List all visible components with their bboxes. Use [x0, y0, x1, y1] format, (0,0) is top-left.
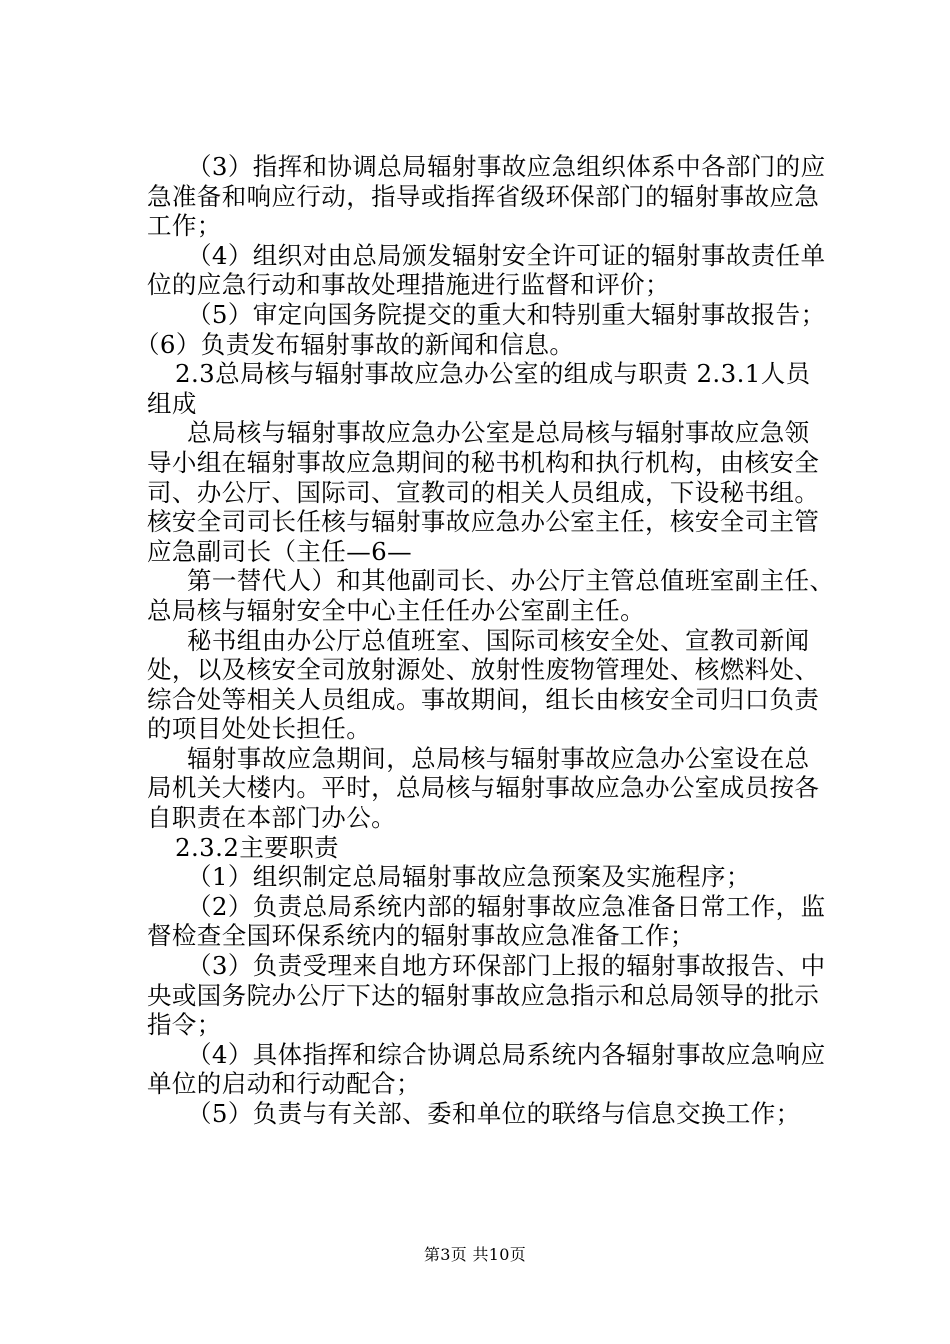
paragraph-line: 应急副司长（主任—6— [147, 536, 412, 566]
paragraph-line: 自职责在本部门办公。 [147, 803, 396, 833]
paragraph-line: 核安全司司长任核与辐射事故应急办公室主任，核安全司主管 [147, 507, 820, 537]
paragraph-line: 指令； [147, 1010, 222, 1040]
paragraph-line: 急准备和响应行动，指导或指挥省级环保部门的辐射事故应急 [147, 181, 820, 211]
paragraph-line: （2）负责总局系统内部的辐射事故应急准备日常工作，监 [187, 891, 826, 921]
paragraph-line: 督检查全国环保系统内的辐射事故应急准备工作； [147, 921, 695, 951]
paragraph-line: 位的应急行动和事故处理措施进行监督和评价； [147, 270, 670, 300]
paragraph-line: 总局核与辐射事故应急办公室是总局核与辐射事故应急领 [187, 418, 810, 448]
paragraph-line: 导小组在辐射事故应急期间的秘书机构和执行机构，由核安全 [147, 447, 820, 477]
section-heading: 2.3.2主要职责 [175, 832, 339, 862]
paragraph-line: （5）负责与有关部、委和单位的联络与信息交换工作； [187, 1099, 801, 1128]
section-heading: 组成 [147, 388, 197, 418]
section-heading: 2.3总局核与辐射事故应急办公室的组成与职责 2.3.1人员 [175, 359, 811, 389]
paragraph-line: （3）指挥和协调总局辐射事故应急组织体系中各部门的应 [187, 152, 826, 181]
paragraph-line: 工作； [147, 211, 222, 241]
paragraph-line: 的项目处处长担任。 [147, 714, 372, 744]
paragraph-line: 秘书组由办公厅总值班室、国际司核安全处、宣教司新闻 [187, 625, 810, 655]
document-body [135, 152, 837, 1129]
paragraph-line: 单位的启动和行动配合； [147, 1069, 421, 1099]
paragraph-line: 央或国务院办公厅下达的辐射事故应急指示和总局领导的批示 [147, 980, 820, 1010]
paragraph-line: 司、办公厅、国际司、宣教司的相关人员组成，下设秘书组。 [147, 477, 820, 507]
paragraph-line: （4）组织对由总局颁发辐射安全许可证的辐射事故责任单 [187, 240, 826, 270]
paragraph-line: （6）负责发布辐射事故的新闻和信息。 [135, 329, 575, 359]
paragraph-line: 辐射事故应急期间，总局核与辐射事故应急办公室设在总 [187, 743, 810, 773]
paragraph-line: 综合处等相关人员组成。事故期间，组长由核安全司归口负责 [147, 684, 820, 714]
paragraph-line: 局机关大楼内。平时，总局核与辐射事故应急办公室成员按各 [147, 773, 820, 803]
paragraph-line: （5）审定向国务院提交的重大和特别重大辐射事故报告； [187, 299, 826, 329]
page-number-footer: 第3页 共10页 [423, 1245, 527, 1264]
paragraph-line: 总局核与辐射安全中心主任任办公室副主任。 [147, 595, 645, 625]
paragraph-line: 处，以及核安全司放射源处、放射性废物管理处、核燃料处、 [147, 655, 820, 685]
paragraph-line: （4）具体指挥和综合协调总局系统内各辐射事故应急响应 [187, 1039, 826, 1069]
paragraph-line: （1）组织制定总局辐射事故应急预案及实施程序； [187, 862, 751, 892]
paragraph-line: （3）负责受理来自地方环保部门上报的辐射事故报告、中 [187, 951, 826, 981]
paragraph-line: 第一替代人）和其他副司长、办公厅主管总值班室副主任、 [187, 566, 835, 596]
